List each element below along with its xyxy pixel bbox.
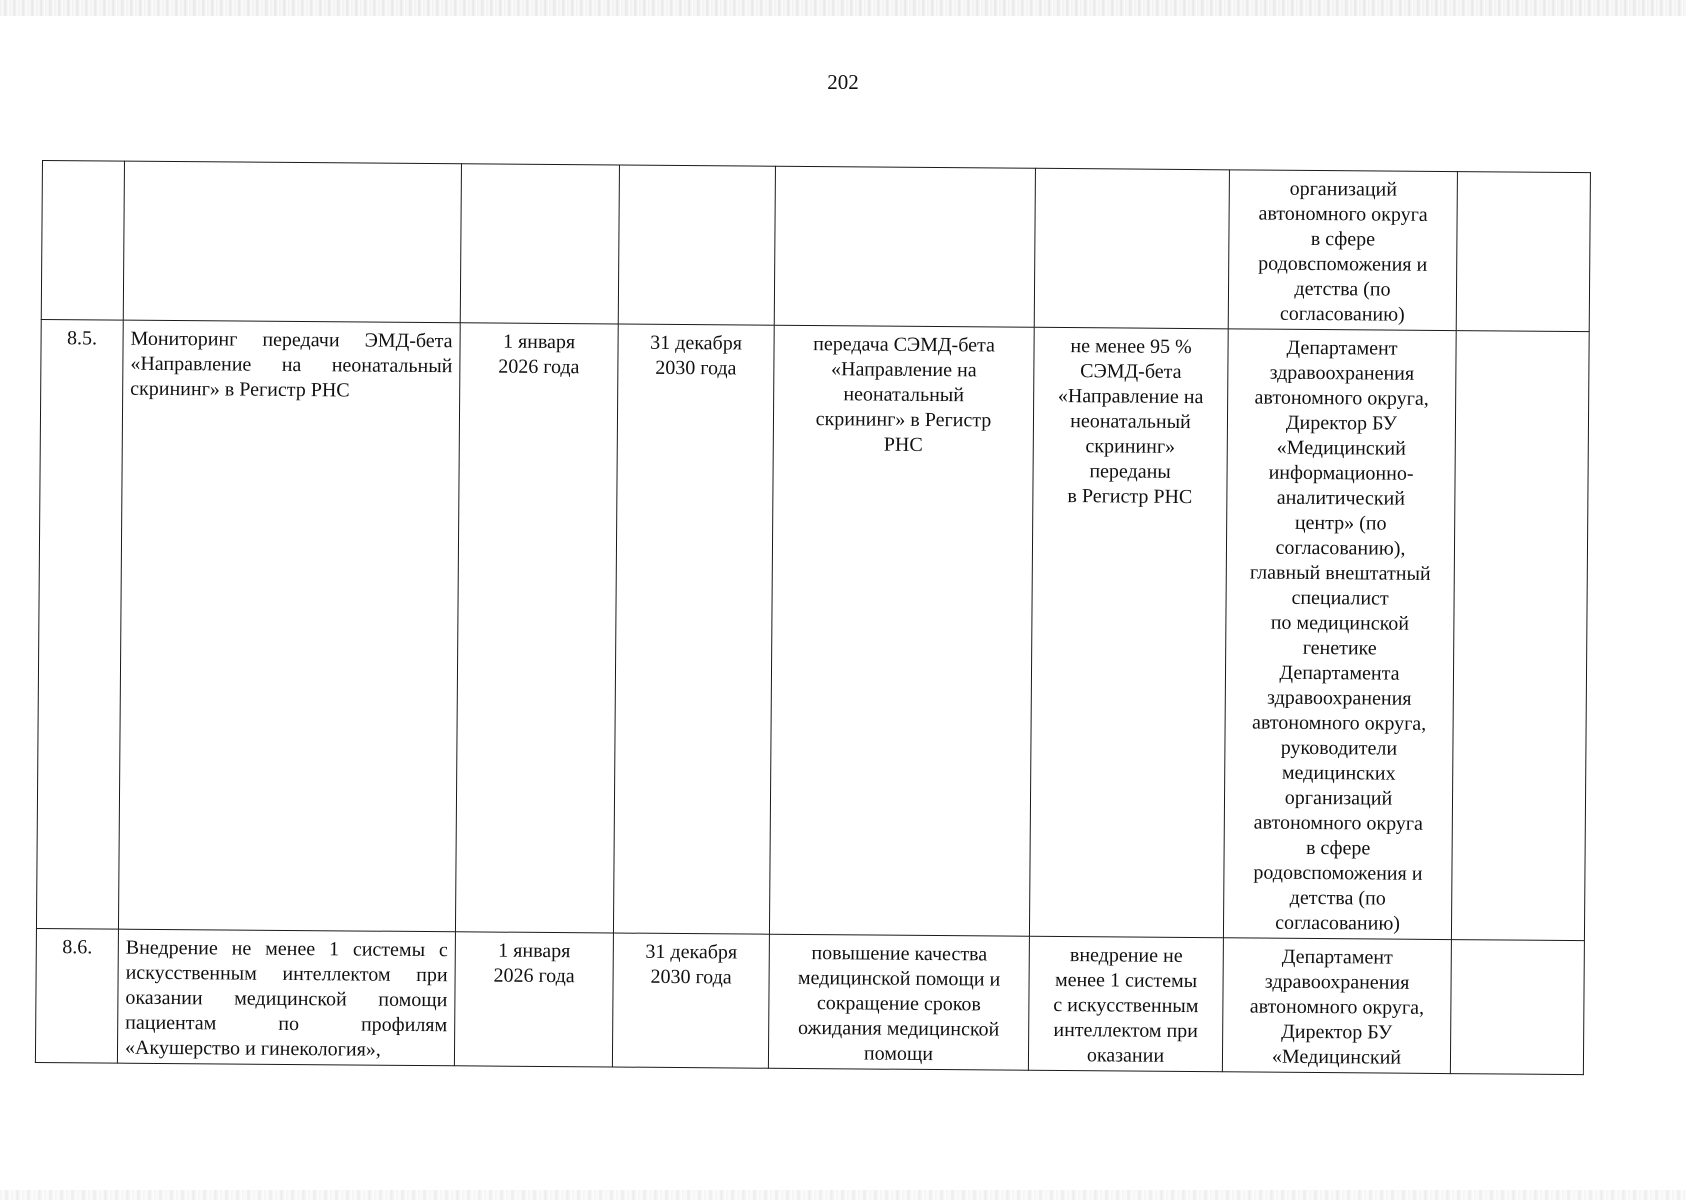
- page-number: 202: [827, 70, 859, 94]
- start-date-cell: 1 января 2026 года: [455, 323, 618, 933]
- activity-name-cell: Мониторинг передачи ЭМД-бета «Направление на неонатальный скрининг» в Регистр РНС: [118, 320, 460, 932]
- note-cell: [1450, 940, 1584, 1075]
- scan-edge-top: [0, 0, 1686, 16]
- table-row: [41, 161, 1590, 332]
- indicator-cell: внедрение не менее 1 системы с искусственным интеллектом при оказании: [1028, 936, 1223, 1072]
- row-number-cell: 8.6.: [35, 928, 118, 1063]
- end-date-cell: 31 декабря 2030 года: [613, 324, 774, 934]
- table-row: [36, 319, 1589, 940]
- table-row: [35, 928, 1584, 1074]
- expected-result-cell: [774, 166, 1035, 327]
- scan-edge-bottom: [0, 1190, 1686, 1200]
- row-number-cell: [41, 161, 124, 321]
- responsible-cell: организаций автономного округа в сфере родовспоможения и детства (по согласованию): [1228, 170, 1457, 331]
- expected-result-cell: повышение качества медицинской помощи и сокращение сроков ожидания медицинской помощи: [768, 934, 1029, 1070]
- plan-table: [35, 160, 1591, 1075]
- responsible-cell: Департамент здравоохранения автономного округа, Директор БУ «Медицинский: [1222, 938, 1451, 1074]
- note-cell: [1451, 331, 1589, 941]
- start-date-cell: [460, 164, 619, 324]
- activity-name-cell: Внедрение не менее 1 системы с искусственным интеллектом при оказании медицинской помощи пациентам по профилям «Акушерство и гинекология»,: [117, 929, 455, 1066]
- row-number-cell: 8.5.: [36, 319, 123, 929]
- activity-name-cell: [123, 161, 461, 323]
- plan-table-wrapper: [35, 160, 1590, 1075]
- start-date-cell: 1 января 2026 года: [454, 932, 613, 1067]
- indicator-cell: [1034, 168, 1229, 329]
- expected-result-cell: передача СЭМД-бета «Направление на неонатальный скрининг» в Регистр РНС: [769, 325, 1034, 936]
- indicator-cell: не менее 95 % СЭМД-бета «Направление на неонатальный скрининг» переданы в Регистр РНС: [1029, 327, 1228, 938]
- responsible-cell: Департамент здравоохранения автономного округа, Директор БУ «Медицинский информационно- аналитический центр» (по согласованию), главный внештатный специалист по медицинской генетике Департамента здравоохранения автономного округа, руководители медицинских организаций автономного округа в сфере родовспоможения и детства (по согласованию): [1223, 329, 1456, 940]
- end-date-cell: [618, 165, 775, 325]
- note-cell: [1456, 172, 1590, 332]
- end-date-cell: 31 декабря 2030 года: [612, 933, 769, 1068]
